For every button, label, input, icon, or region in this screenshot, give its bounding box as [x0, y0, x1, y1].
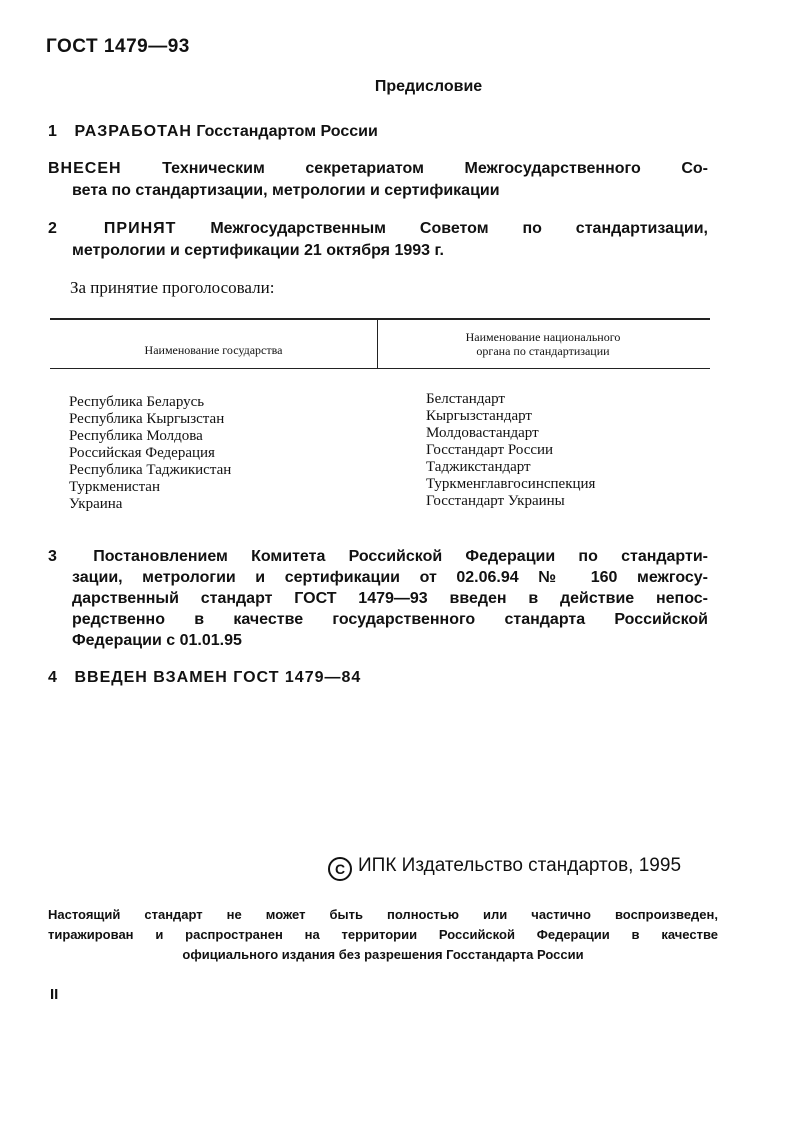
section-number: 4 — [48, 669, 57, 686]
table-cell-body: Кыргызстандарт — [426, 408, 532, 424]
notice-line-2: тиражирован и распространен на территории Российской Федерации в качестве — [48, 927, 718, 942]
table-cell-body: Госстандарт Украины — [426, 493, 565, 509]
table-cell-body: Белстандарт — [426, 391, 505, 407]
section-4-text: ВВЕДЕН ВЗАМЕН ГОСТ 1479—84 — [74, 669, 362, 686]
section-3-line-4: редственно в качестве государственного стандарта Российской — [72, 611, 708, 628]
copyright-text: ИПК Издательство стандартов, 1995 — [358, 855, 682, 876]
section-2-line-1-text: Межгосударственным Советом по стандартизации, — [210, 220, 708, 237]
table-header-body — [378, 330, 708, 358]
table-cell-state: Российская Федерация — [69, 445, 215, 461]
section-2-line-1 — [48, 218, 708, 240]
section-4 — [48, 667, 708, 689]
table-cell-body: Таджикстандарт — [426, 459, 531, 475]
section-1 — [48, 121, 708, 143]
table-top-rule — [50, 318, 710, 320]
table-cell-state: Республика Молдова — [69, 428, 203, 444]
table-header-body-line-2: органа по стандартизации — [476, 344, 610, 358]
document-code: ГОСТ 1479—93 — [46, 36, 190, 57]
introduced-line-1 — [48, 158, 708, 180]
introduced-line-1-text: Техническим секретариатом Межгосударственного Со- — [162, 160, 708, 177]
section-3-line-1 — [48, 546, 708, 567]
notice-line-1: Настоящий стандарт не может быть полностью или частично воспроизведен, — [48, 907, 718, 922]
copyright-line — [328, 855, 681, 881]
table-cell-state: Республика Беларусь — [69, 394, 205, 410]
section-lead: РАЗРАБОТАН — [74, 123, 192, 140]
table-cell-state: Республика Таджикистан — [69, 462, 232, 478]
table-column-states — [69, 394, 369, 513]
table-header-state: Наименование государства — [144, 343, 283, 357]
section-3-line-2: зации, метрологии и сертификации от 02.06.94 № 160 межгосу- — [72, 569, 708, 586]
voted-label: За принятие проголосовали: — [70, 278, 275, 297]
section-number: 2 — [48, 220, 57, 237]
reproduction-notice — [48, 905, 718, 965]
introduced-block — [48, 158, 708, 202]
table-cell-state: Украина — [69, 496, 123, 512]
section-text: Госстандартом России — [196, 123, 378, 140]
section-3-line-3: дарственный стандарт ГОСТ 1479—93 введен в действие непос- — [72, 590, 708, 607]
section-3 — [48, 546, 708, 651]
section-2 — [48, 218, 708, 262]
table-cell-state: Туркменистан — [69, 479, 160, 495]
section-3-line-5: Федерации с 01.01.95 — [72, 632, 242, 649]
table-header-rule — [50, 368, 710, 369]
table-header-body-line-1: Наименование национального — [465, 330, 621, 344]
page-mark: II — [50, 986, 59, 1003]
table-cell-body: Молдовастандарт — [426, 425, 539, 441]
section-3-line-1-text: Постановлением Комитета Российской Федерации по стандарти- — [93, 548, 708, 565]
foreword-title: Предисловие — [374, 78, 483, 95]
copyright-icon: C — [328, 857, 352, 881]
table-column-bodies — [426, 391, 706, 510]
section-number: 3 — [48, 548, 57, 565]
introduced-lead: ВНЕСЕН — [48, 160, 122, 177]
table-cell-body: Туркменглавгосинспекция — [426, 476, 596, 492]
table-cell-state: Республика Кыргызстан — [69, 411, 225, 427]
notice-line-3: официального издания без разрешения Госстандарта России — [182, 947, 584, 962]
section-2-line-2: метрологии и сертификации 21 октября 1993 г. — [72, 242, 444, 259]
introduced-line-2: вета по стандартизации, метрологии и сертификации — [72, 182, 500, 199]
section-number: 1 — [48, 123, 57, 140]
table-cell-body: Госстандарт России — [426, 442, 554, 458]
section-lead: ПРИНЯТ — [103, 220, 177, 237]
